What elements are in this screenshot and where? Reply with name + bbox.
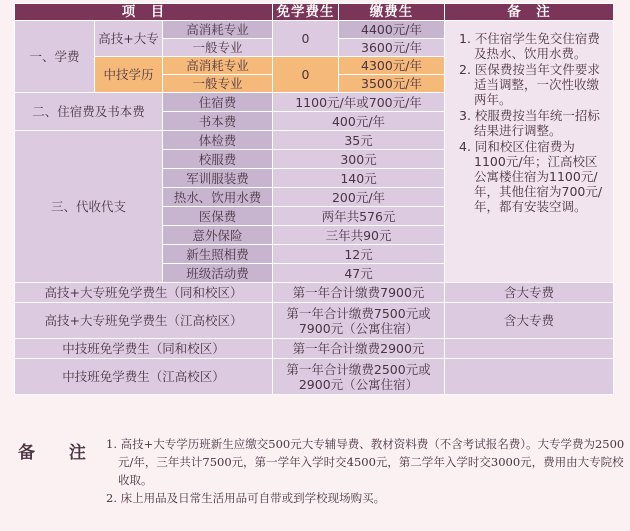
collect-item-name: 医保费 [163,207,273,226]
total-label: 中技班免学费生（同和校区） [15,339,273,359]
collect-item-value: 35元 [273,131,445,150]
tuition-free-value: 0 [273,21,339,57]
total-note: 含大专费 [445,283,614,303]
table-row [15,359,614,395]
header-notes: 备 注 [445,4,614,21]
total-value: 第一年合计缴费7500元或7900元（公寓住宿） [273,303,445,339]
total-note [445,339,614,359]
table-header-row [15,4,614,21]
table-row [15,283,614,303]
tuition-sub-label: 高消耗专业 [163,21,273,39]
table-row [15,339,614,359]
note-item: 3. 校服费按当年统一招标结果进行调整。 [459,108,600,138]
collect-item-name: 班级活动费 [163,264,273,283]
collect-item-name: 热水、饮用水费 [163,188,273,207]
tuition-label: 一、学费 [15,21,95,93]
tuition-sub-label: 一般专业 [163,75,273,93]
header-item: 项 目 [15,4,273,21]
tuition-fee-value: 4400元/年 [339,21,445,39]
footer-notes [106,435,626,507]
collect-item-name: 校服费 [163,150,273,169]
tuition-sub-label: 高消耗专业 [163,57,273,75]
collect-item-value: 200元/年 [273,188,445,207]
total-label: 高技+大专班免学费生（江高校区） [15,303,273,339]
lodging-item-value: 1100元/年或700元/年 [273,93,445,112]
total-value: 第一年合计缴费2900元 [273,339,445,359]
tuition-fee-value: 3600元/年 [339,39,445,57]
footer-note-item: 2. 床上用品及日常生活用品可自带或到学校现场购买。 [106,491,386,505]
tuition-free-value: 0 [273,57,339,93]
collect-item-value: 两年共576元 [273,207,445,226]
collect-item-name: 军训服装费 [163,169,273,188]
tuition-group-label: 高技+大专 [95,21,163,57]
collect-item-name: 体检费 [163,131,273,150]
lodging-item-name: 住宿费 [163,93,273,112]
note-item: 1. 不住宿学生免交住宿费及热水、饮用水费。 [459,31,600,61]
total-value: 第一年合计缴费7900元 [273,283,445,303]
total-note [445,359,614,395]
tuition-group-label: 中技学历 [95,57,163,93]
notes-cell [445,21,614,283]
collect-item-value: 47元 [273,264,445,283]
collect-item-value: 三年共90元 [273,226,445,245]
collect-label: 三、代收代支 [15,131,163,283]
table-row [15,21,614,39]
lodging-item-value: 400元/年 [273,112,445,131]
lodging-item-name: 书本费 [163,112,273,131]
total-label: 中技班免学费生（江高校区） [15,359,273,395]
collect-item-value: 12元 [273,245,445,264]
tuition-fee-value: 3500元/年 [339,75,445,93]
lodging-label: 二、住宿费及书本费 [15,93,163,131]
tuition-sub-label: 一般专业 [163,39,273,57]
header-free: 免学费生 [273,4,339,21]
total-value: 第一年合计缴费2500元或2900元（公寓住宿） [273,359,445,395]
footer-title: 备 注 [18,443,100,463]
note-item: 4. 同和校区住宿费为1100元/年；江高校区公寓楼住宿为1100元/年，其他住宿为700元/年，都有安装空调。 [459,139,603,214]
header-fee: 缴费生 [339,4,445,21]
collect-item-value: 140元 [273,169,445,188]
total-label: 高技+大专班免学费生（同和校区） [15,283,273,303]
collect-item-value: 300元 [273,150,445,169]
note-item: 2. 医保费按当年文件要求适当调整，一次性收缴两年。 [459,62,600,107]
collect-item-name: 新生照相费 [163,245,273,264]
collect-item-name: 意外保险 [163,226,273,245]
table-row [15,303,614,339]
fee-table [14,3,614,395]
tuition-fee-value: 4300元/年 [339,57,445,75]
total-note: 含大专费 [445,303,614,339]
footer-note-item: 1. 高技+大专学历班新生应缴交500元大专辅导费、教材资料费（不含考试报名费）。大专学费为2500元/年，三年共计7500元，第一学年入学时交4500元，第二学年入学时交3000元，费用由大专院校收取。 [106,437,625,487]
